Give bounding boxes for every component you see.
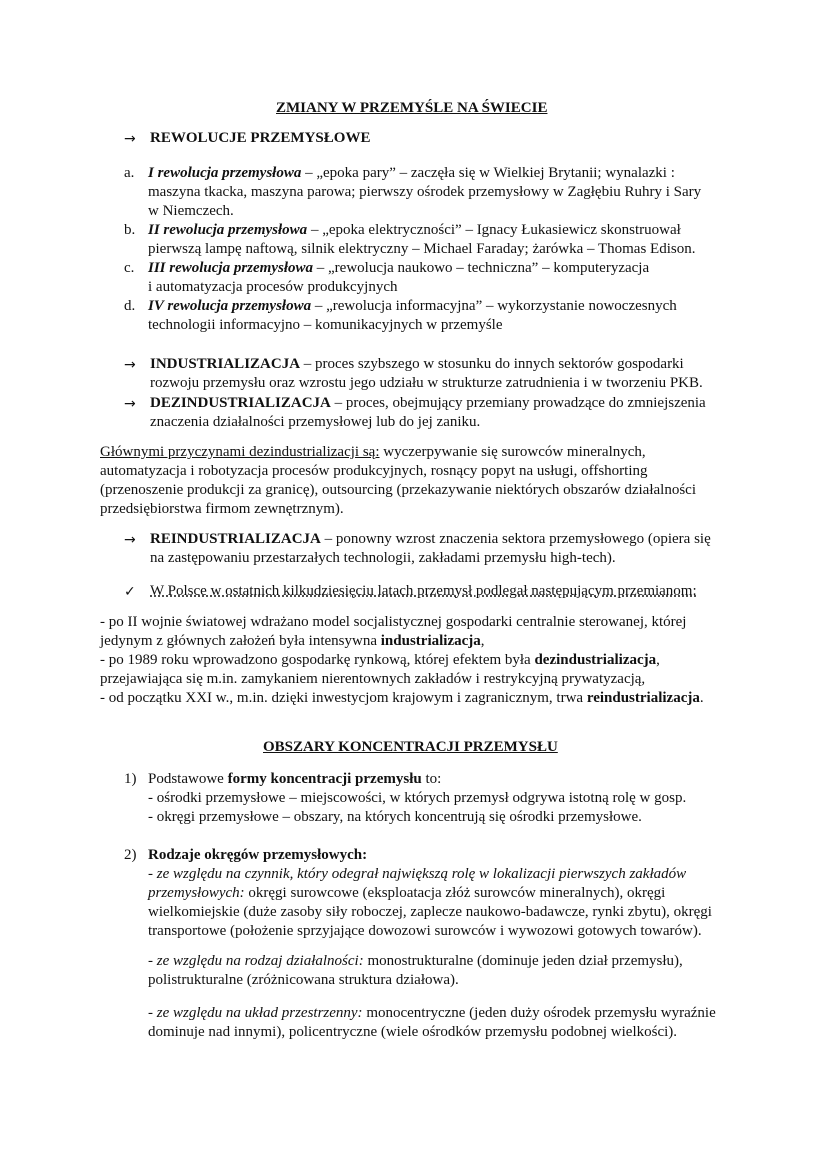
types-text: przemysłowych: — [148, 885, 245, 901]
types-text: polistrukturalne (zróżnicowana struktura działowa). — [148, 972, 459, 988]
types-text: dominuje nad innymi), policentryczne (wiele ośrodków przemysłu podobnej wielkości). — [148, 1024, 678, 1040]
causes-lead: Głównymi przyczynami dezindustrializacji są: — [100, 444, 380, 460]
page-title: ZMIANY W PRZEMYŚLE NA ŚWIECIE — [276, 100, 548, 116]
causes-text: (przenoszenie produkcji za granicę), outsourcing (przekazywanie niektórych obszarów działalności — [100, 482, 696, 498]
list-marker: a. — [124, 165, 135, 181]
definition-industrializacja — [150, 355, 703, 393]
forms-text: Podstawowe — [148, 771, 228, 787]
revolution-name: III rewolucja przemysłowa — [148, 260, 314, 276]
term: INDUSTRIALIZACJA — [150, 356, 301, 372]
list-item-rev-4 — [148, 297, 677, 335]
revolution-text: i automatyzacja procesów produkcyjnych — [148, 279, 398, 295]
types-text: wielkomiejskie (duże zasoby siły roboczej, zaplecze naukowo-badawcze, rynki zbytu), okręgi — [148, 904, 712, 920]
revolution-text: maszyna tkacka, maszyna parowa; pierwszy ośrodek przemysłowy w Zagłębiu Ruhry i Sary — [148, 184, 702, 200]
list-item-forms — [148, 770, 686, 827]
definition-reindustrializacja — [150, 530, 711, 568]
poland-text: . — [699, 690, 704, 706]
list-marker: 1) — [124, 771, 137, 787]
list-item-types — [148, 846, 712, 941]
arrow-icon: → — [124, 131, 136, 147]
definition-text: – proces, obejmujący przemiany prowadzące do zmniejszenia — [330, 395, 706, 411]
arrow-icon: → — [124, 532, 136, 548]
list-item-rev-3 — [148, 259, 649, 297]
poland-term: industrializacja — [380, 633, 481, 649]
check-icon: ✓ — [124, 584, 136, 600]
list-item-rev-2 — [148, 221, 695, 259]
section-heading-revolutions: REWOLUCJE PRZEMYSŁOWE — [150, 130, 371, 146]
term: REINDUSTRIALIZACJA — [150, 531, 321, 547]
list-marker: 2) — [124, 847, 137, 863]
revolution-name: II rewolucja przemysłowa — [148, 222, 308, 238]
causes-text: wyczerpywanie się surowców mineralnych, — [379, 444, 646, 460]
forms-text: - ośrodki przemysłowe – miejscowości, w których przemysł odgrywa istotną rolę w gosp. — [148, 790, 687, 806]
revolution-text: pierwszą lampę naftową, silnik elektryczny – Michael Faraday; żarówka – Thomas Edison. — [148, 241, 696, 257]
revolution-name: I rewolucja przemysłowa — [148, 165, 302, 181]
types-text: okręgi surowcowe (eksploatacja złóż surowców mineralnych), okręgi — [244, 885, 666, 901]
list-marker: b. — [124, 222, 136, 238]
revolution-text: – „rewolucja naukowo – techniczna” – komputeryzacja — [313, 260, 650, 276]
types-by-activity — [148, 952, 683, 990]
types-text: transportowe (położenie sprzyjające dowozowi surowców i wywozowi gotowych towarów). — [148, 923, 702, 939]
types-text: - ze względu na układ przestrzenny: — [148, 1005, 363, 1021]
forms-text: to: — [421, 771, 442, 787]
poland-text: , — [480, 633, 485, 649]
revolution-text: w Niemczech. — [148, 203, 234, 219]
types-text: - ze względu na czynnik, który odegrał największą rolę w lokalizacji pierwszych zakładów — [148, 866, 687, 882]
definition-text: – proces szybszego w stosunku do innych sektorów gospodarki — [300, 356, 684, 372]
poland-term: dezindustrializacja — [534, 652, 657, 668]
definition-dezindustrializacja — [150, 394, 706, 432]
types-text: - ze względu na rodzaj działalności: — [148, 953, 364, 969]
revolution-text: technologii informacyjno – komunikacyjnych w przemyśle — [148, 317, 503, 333]
term: DEZINDUSTRIALIZACJA — [150, 395, 331, 411]
revolution-text: – „epoka pary” – zaczęła się w Wielkiej Brytanii; wynalazki : — [301, 165, 675, 181]
forms-term: formy koncentracji przemysłu — [227, 771, 422, 787]
poland-text: , — [656, 652, 660, 668]
causes-text: automatyzacja i robotyzacja procesów produkcyjnych, rosnący popyt na usługi, offshorting — [100, 463, 648, 479]
paragraph-causes — [100, 443, 696, 519]
types-text: monostrukturalne (dominuje jeden dział przemysłu), — [363, 953, 683, 969]
list-marker: d. — [124, 298, 136, 314]
revolution-name: IV rewolucja przemysłowa — [148, 298, 312, 314]
poland-text: - po II wojnie światowej wdrażano model socjalistycznej gospodarki centralnie sterowanej, której — [100, 614, 687, 630]
forms-text: - okręgi przemysłowe – obszary, na których koncentrują się ośrodki przemysłowe. — [148, 809, 642, 825]
list-marker: c. — [124, 260, 135, 276]
arrow-icon: → — [124, 357, 136, 373]
poland-text: jedynym z głównych założeń była intensywna — [100, 633, 381, 649]
paragraph-poland — [100, 613, 704, 708]
causes-text: przedsiębiorstwa firmom zewnętrznym). — [100, 501, 344, 517]
poland-text: - od początku XXI w., m.in. dzięki inwestycjom krajowym i zagranicznym, trwa — [100, 690, 587, 706]
types-heading: Rodzaje okręgów przemysłowych: — [148, 847, 368, 863]
types-text: monocentryczne (jeden duży ośrodek przemysłu wyraźnie — [362, 1005, 716, 1021]
poland-text: przejawiająca się m.in. zamykaniem nierentownych zakładów i restrykcyjną prywatyzacją, — [100, 671, 646, 687]
poland-term: reindustrializacja — [586, 690, 700, 706]
poland-heading: W Polsce w ostatnich kilkudziesięciu latach przemysł podlegał następującym przemianom: — [150, 583, 697, 599]
poland-text: - po 1989 roku wprowadzono gospodarkę rynkową, której efektem była — [100, 652, 535, 668]
types-by-layout — [148, 1004, 716, 1042]
revolution-text: – „epoka elektryczności” – Ignacy Łukasiewicz skonstruował — [307, 222, 681, 238]
definition-text: – ponowny wzrost znaczenia sektora przemysłowego (opiera się — [320, 531, 711, 547]
definition-text: rozwoju przemysłu oraz wzrostu jego udziału w strukturze zatrudnienia i w tworzeniu PKB. — [150, 375, 703, 391]
revolution-text: – „rewolucja informacyjna” – wykorzystanie nowoczesnych — [311, 298, 677, 314]
list-item-rev-1 — [148, 164, 701, 221]
section-title: OBSZARY KONCENTRACJI PRZEMYSŁU — [263, 739, 558, 755]
definition-text: znaczenia działalności przemysłowej lub do jej zaniku. — [150, 414, 481, 430]
arrow-icon: → — [124, 396, 136, 412]
definition-text: na zastępowaniu przestarzałych technologii, zakładami przemysłu high-tech). — [150, 550, 616, 566]
